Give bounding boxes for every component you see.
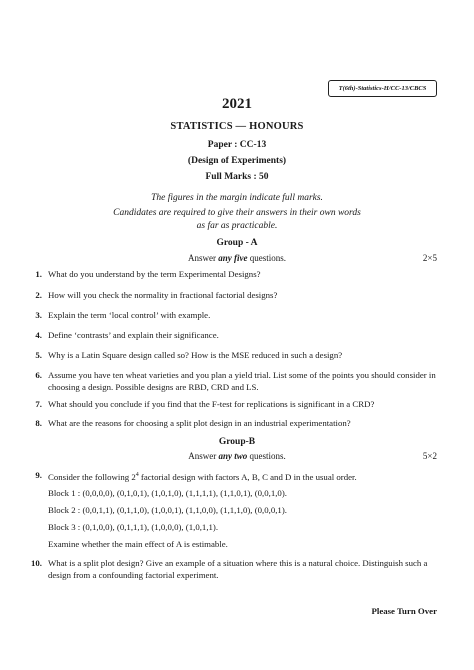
question-text: Consider the following 2	[48, 471, 136, 482]
question-10	[31, 558, 440, 582]
question-text: What should you conclude if you find that the F-test for replications is significant in a CRD?	[48, 399, 375, 409]
group-b-instruction	[0, 451, 474, 461]
question-text: Define ‘contrasts’ and explain their significance.	[48, 330, 219, 340]
group-b-title: Group-B	[218, 437, 256, 447]
question-number: 2.	[35, 290, 42, 300]
paper-code-box: T(6th)-Statistics-H/CC-13/CBCS	[328, 80, 437, 97]
group-a-answer-emph: any five	[218, 253, 248, 263]
group-a-answer-prefix: Answer	[187, 253, 219, 263]
question-text: How will you check the normality in fractional factorial designs?	[48, 290, 278, 300]
block-1-line: Block 1 : (0,0,0,0), (0,1,0,1), (1,0,1,0), (1,1,1,1), (1,1,0,1), (0,0,1,0).	[48, 488, 287, 498]
question-9	[35, 470, 440, 484]
question-number: 1.	[35, 269, 42, 279]
please-turn-over: Please Turn Over	[371, 606, 437, 616]
group-a-instruction	[0, 253, 474, 263]
group-a-answer-suffix: questions.	[247, 253, 286, 263]
paper-number: Paper : CC-13	[207, 140, 267, 150]
question-number: 9.	[35, 470, 42, 480]
question-text: Why is a Latin Square design called so? How is the MSE reduced in such a design?	[48, 350, 343, 360]
block-3-line: Block 3 : (0,1,0,0), (0,1,1,1), (1,0,0,0), (1,0,1,1).	[48, 522, 219, 532]
group-b-answer-prefix: Answer	[188, 451, 219, 461]
question-5	[35, 350, 440, 362]
group-b-marks: 5×2	[422, 451, 437, 461]
question-6	[35, 370, 440, 394]
question-number: 5.	[35, 350, 42, 360]
question-text: Assume you have ten wheat varieties and you plan a yield trial. List some of the points you should consider in choosing a design. Possible designs are RBD, CRD and LS.	[48, 370, 436, 392]
paper-subject: (Design of Experiments)	[187, 156, 287, 166]
question-1	[35, 269, 440, 281]
question-text-cont: factorial design with factors A, B, C and D in the usual order.	[138, 471, 357, 482]
group-b-answer-suffix: questions.	[247, 451, 286, 461]
question-text: What is a split plot design? Give an example of a situation where this is a natural choice. Distinguish such a design from a confounding factorial experiment.	[48, 558, 428, 580]
question-text: Explain the term ‘local control’ with example.	[48, 310, 211, 320]
block-2-line: Block 2 : (0,0,1,1), (0,1,1,0), (1,0,0,1), (1,1,0,0), (1,1,1,0), (0,0,0,1).	[48, 505, 287, 515]
question-number: 4.	[35, 330, 42, 340]
question-4	[35, 330, 440, 342]
question-7	[35, 399, 440, 411]
question-text: What do you understand by the term Experimental Designs?	[48, 269, 261, 279]
full-marks: Full Marks : 50	[205, 172, 269, 182]
exam-title: STATISTICS — HONOURS	[170, 121, 304, 132]
question-number: 3.	[35, 310, 42, 320]
question-8	[35, 418, 440, 430]
instruction-line-3: as far as practicable.	[196, 221, 278, 231]
question-3	[35, 310, 440, 322]
superscript: 4	[135, 472, 139, 478]
question-number: 8.	[35, 418, 42, 428]
group-a-title: Group - A	[216, 238, 258, 248]
question-2	[35, 290, 440, 302]
exam-year: 2021	[222, 96, 252, 112]
instruction-line-1: The figures in the margin indicate full marks.	[151, 193, 323, 203]
instruction-line-2: Candidates are required to give their answers in their own words	[113, 208, 361, 218]
question-text: What are the reasons for choosing a split plot design in an industrial experimentation?	[48, 418, 351, 428]
group-b-answer-emph: any two	[218, 451, 248, 461]
question-number: 7.	[35, 399, 42, 409]
group-a-marks: 2×5	[422, 253, 437, 263]
question-number: 10.	[31, 558, 42, 568]
examine-line: Examine whether the main effect of A is estimable.	[48, 539, 228, 549]
question-number: 6.	[35, 370, 42, 380]
